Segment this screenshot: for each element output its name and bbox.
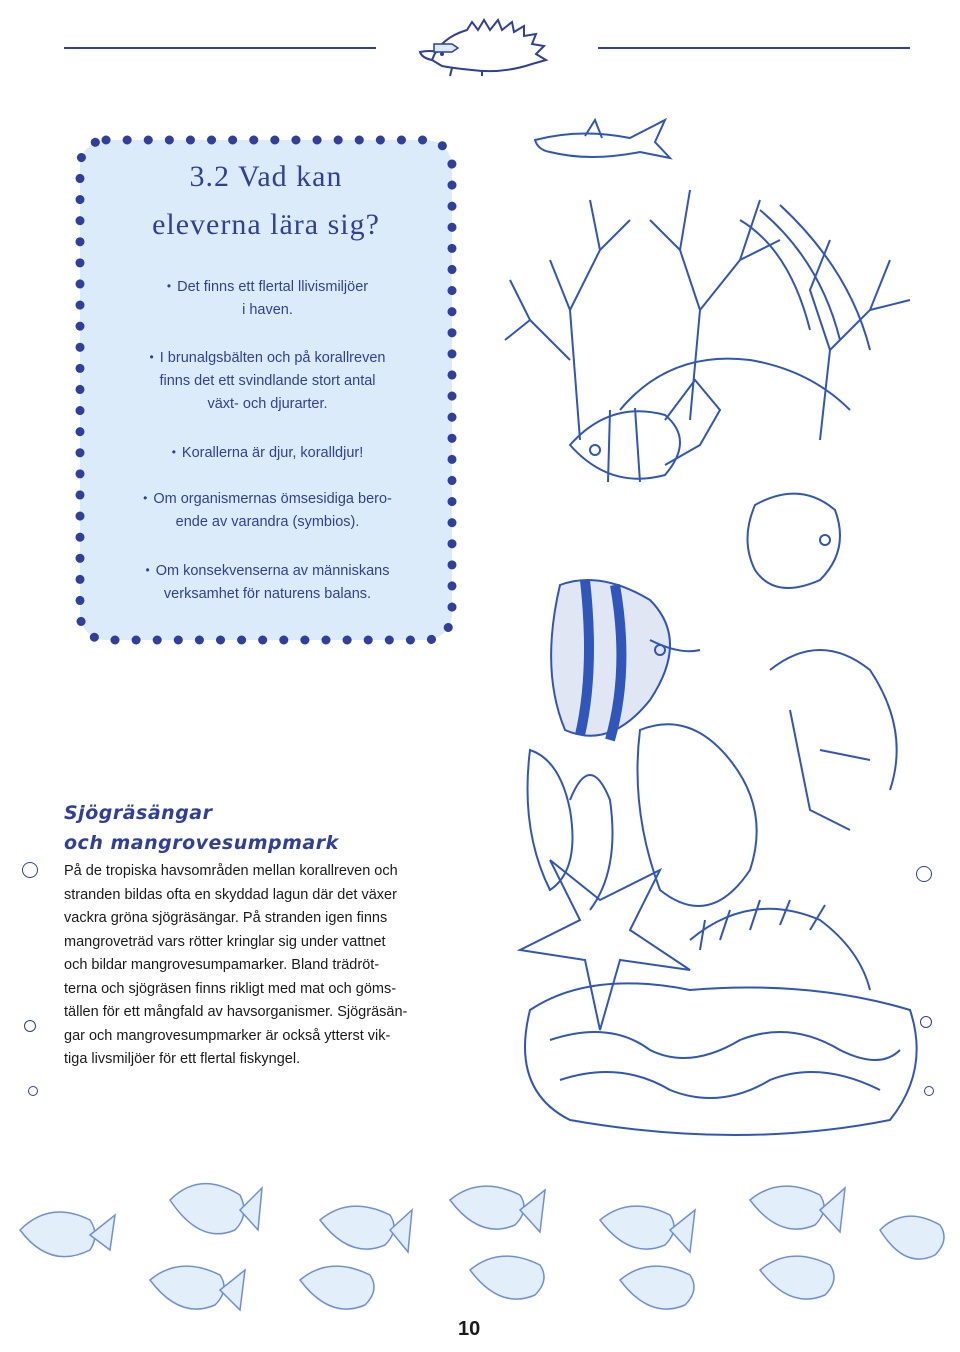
section-body: På de tropiska havsområden mellan korallreven och stranden bildas ofta en skyddad lagun där det växer vackra gröna sjögräsängar. På stranden igen finns mangroveträd vars rötter kringlar sig under vattnet och bildar mangrovesumpamarker. Bland trädröt- terna och sjögräsen finns rikligt med mat och göms- tällen för ett mångfald av havsorganismer. Sjögräsän- gar och mangrovesumpmarker är också ytterst vik- tiga livsmiljöer för ett flertal fiskyngel. <box>64 863 408 1067</box>
bubble-icon <box>924 1086 934 1096</box>
coral-reef-illustration <box>490 110 960 1150</box>
box-title-line2: eleverna lära sig? <box>152 208 380 241</box>
fish-border-illustration <box>0 1160 960 1330</box>
bubble-icon <box>28 1086 38 1096</box>
header-rule-right <box>598 47 910 49</box>
header-rule-left <box>64 47 376 49</box>
bullet-item: • I brunalgsbälten och på korallreven finns det ett svindlande stort antal växt- och djurarter. <box>149 350 386 412</box>
bullet-item: • Om organismernas ömsesidiga bero- ende av varandra (symbios). <box>143 491 392 530</box>
bubble-icon <box>22 862 38 878</box>
section-title-line2: och mangrovesumpmark <box>64 832 339 854</box>
bullet-item: • Om konsekvenserna av människans verksamhet för naturens balans. <box>145 563 390 602</box>
bullet-item: • Korallerna är djur, koralldjur! <box>171 445 364 461</box>
bubble-icon <box>916 866 932 882</box>
section-title-line1: Sjögräsängar <box>64 802 213 824</box>
hedgehog-icon <box>412 8 562 78</box>
box-title-line1: 3.2 Vad kan <box>189 160 343 193</box>
bullet-item: • Det finns ett flertal llivismiljöer i haven. <box>166 279 369 318</box>
bubble-icon <box>24 1020 36 1032</box>
page-number: 10 <box>458 1318 481 1340</box>
bubble-icon <box>920 1016 932 1028</box>
